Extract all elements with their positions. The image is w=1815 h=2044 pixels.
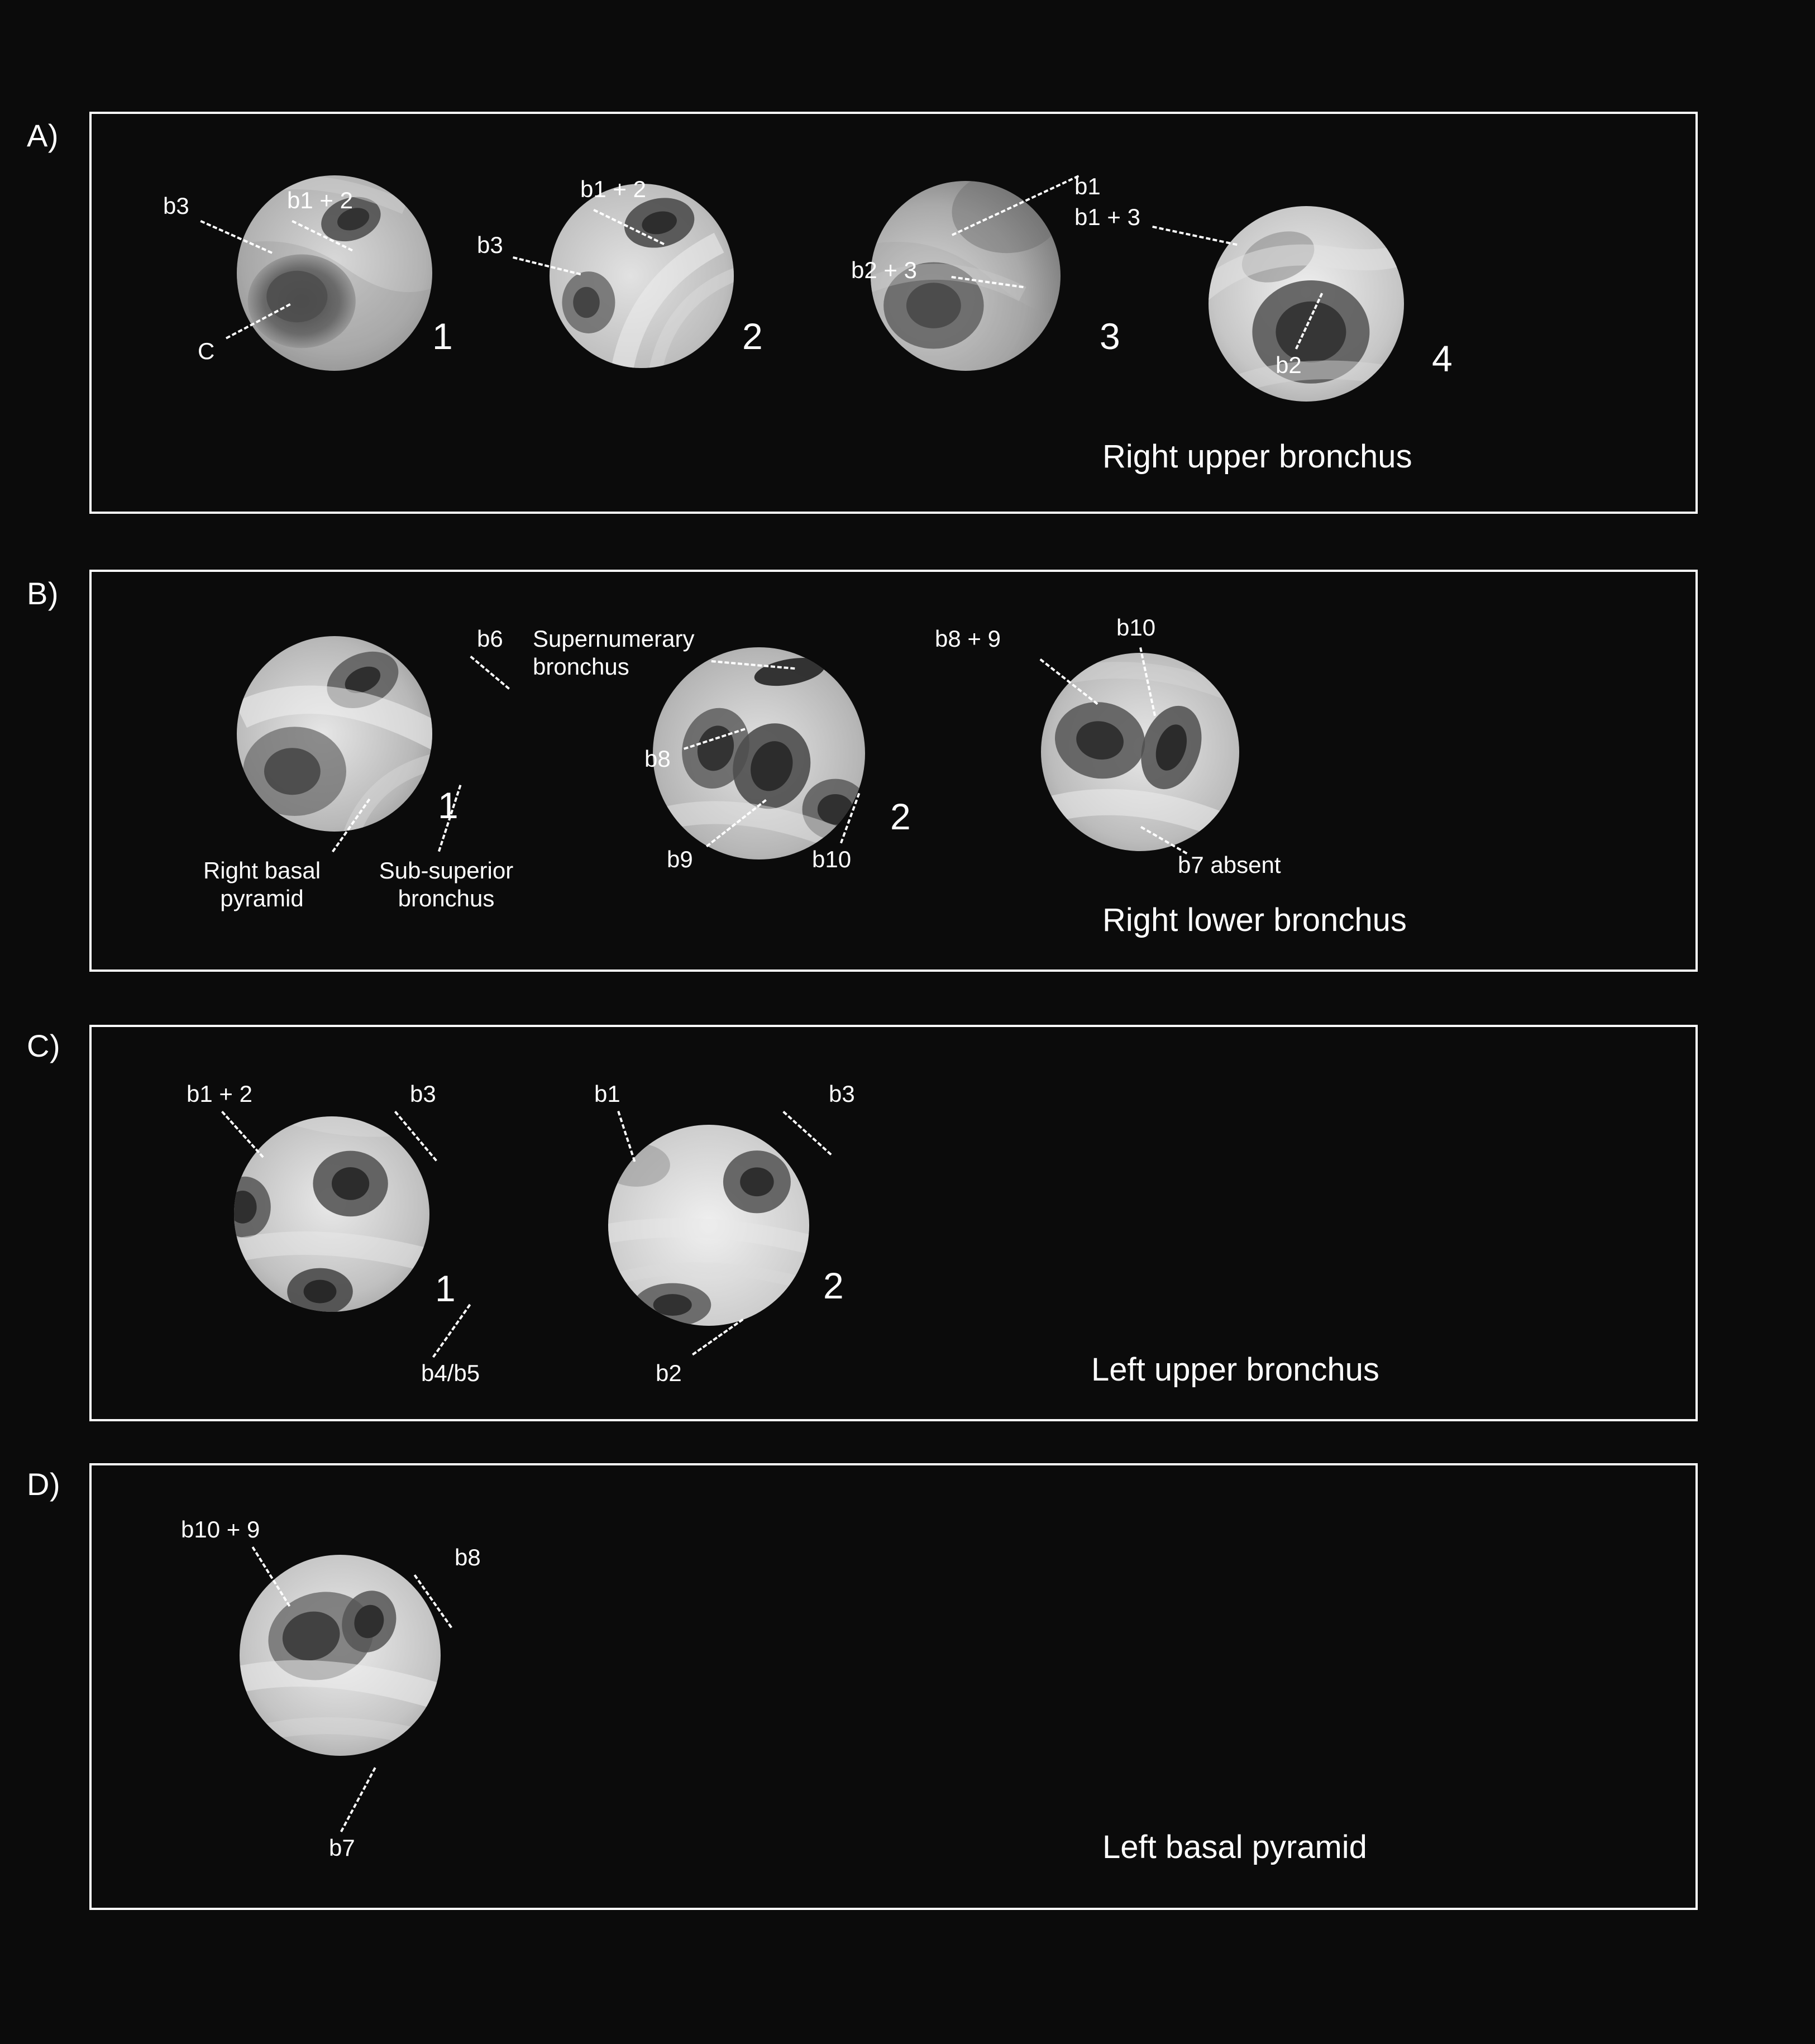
panel-letter-d: D) (27, 1467, 61, 1502)
label-b2-b8: b8 (644, 746, 671, 772)
bronchoscopy-view-d1 (240, 1555, 441, 1756)
label-b3-b7absent: b7 absent (1178, 852, 1281, 878)
image-index-a1: 1 (432, 316, 453, 357)
label-c1-b12: b1 + 2 (187, 1081, 252, 1107)
scope-image-a2 (550, 184, 734, 368)
panel-a-title: Right upper bronchus (1102, 438, 1412, 475)
panel-letter-b: B) (27, 576, 59, 611)
label-d1-b7: b7 (329, 1835, 355, 1861)
label-b1-b6: b6 (477, 625, 503, 652)
image-index-c1: 1 (435, 1268, 456, 1309)
bronchoscopy-view-b1 (237, 636, 432, 832)
label-c2-b3: b3 (829, 1081, 855, 1107)
label-c2-b2: b2 (656, 1360, 682, 1386)
image-index-a3: 3 (1100, 316, 1120, 357)
image-index-b1: 1 (438, 785, 458, 826)
image-index-c2: 2 (823, 1265, 844, 1306)
scope-image-d1 (240, 1555, 441, 1756)
panel-a (89, 112, 1698, 514)
bronchoscopy-view-c1 (234, 1116, 429, 1312)
image-index-a2: 2 (742, 316, 763, 357)
leader-c1-b45 (432, 1304, 471, 1358)
label-b2-b10: b10 (812, 846, 852, 872)
label-b2-b9: b9 (667, 846, 693, 872)
leader-d1-b7 (340, 1767, 376, 1832)
panel-b (89, 570, 1698, 972)
image-index-a4: 4 (1432, 338, 1453, 379)
label-d1-b8: b8 (455, 1544, 481, 1570)
scope-image-c2 (608, 1125, 809, 1326)
label-c2-b1: b1 (594, 1081, 620, 1107)
label-b3-b10: b10 (1116, 614, 1156, 641)
label-b2-supernumerary: Supernumerary bronchus (533, 625, 695, 680)
label-b1-basal-pyramid: Right basal pyramid (203, 857, 321, 911)
label-a2-b12: b1 + 2 (580, 176, 646, 202)
bronchoscopy-view-a2 (550, 184, 734, 368)
label-c1-b45: b4/b5 (421, 1360, 480, 1386)
label-c1-b3: b3 (410, 1081, 436, 1107)
label-a3-b23: b2 + 3 (851, 257, 917, 283)
panel-c (89, 1025, 1698, 1421)
label-a1-b3: b3 (163, 193, 189, 219)
panel-d (89, 1463, 1698, 1910)
label-a2-b3: b3 (477, 232, 503, 258)
bronchoscopy-view-c2 (608, 1125, 809, 1326)
bronchoscopy-view-a4 (1209, 206, 1404, 402)
panel-letter-a: A) (27, 118, 59, 153)
scope-image-a4 (1209, 206, 1404, 402)
label-a1-c: C (198, 338, 215, 364)
panel-c-title: Left upper bronchus (1091, 1351, 1379, 1388)
label-d1-b109: b10 + 9 (181, 1516, 260, 1542)
scope-image-c1 (234, 1116, 429, 1312)
panel-b-title: Right lower bronchus (1102, 902, 1407, 938)
panel-d-title: Left basal pyramid (1102, 1829, 1367, 1865)
label-b1-sub-superior: Sub-superior bronchus (379, 857, 514, 911)
label-b3-b89: b8 + 9 (935, 625, 1001, 652)
label-a1-b12: b1 + 2 (287, 187, 353, 213)
image-index-b2: 2 (890, 796, 911, 837)
leader-b1-b6 (470, 656, 510, 690)
label-a3-b1: b1 (1074, 173, 1101, 199)
label-a4-b2: b2 (1276, 352, 1302, 378)
scope-image-b1 (237, 636, 432, 832)
label-a4-b13: b1 + 3 (1074, 204, 1140, 230)
panel-letter-c: C) (27, 1028, 61, 1063)
